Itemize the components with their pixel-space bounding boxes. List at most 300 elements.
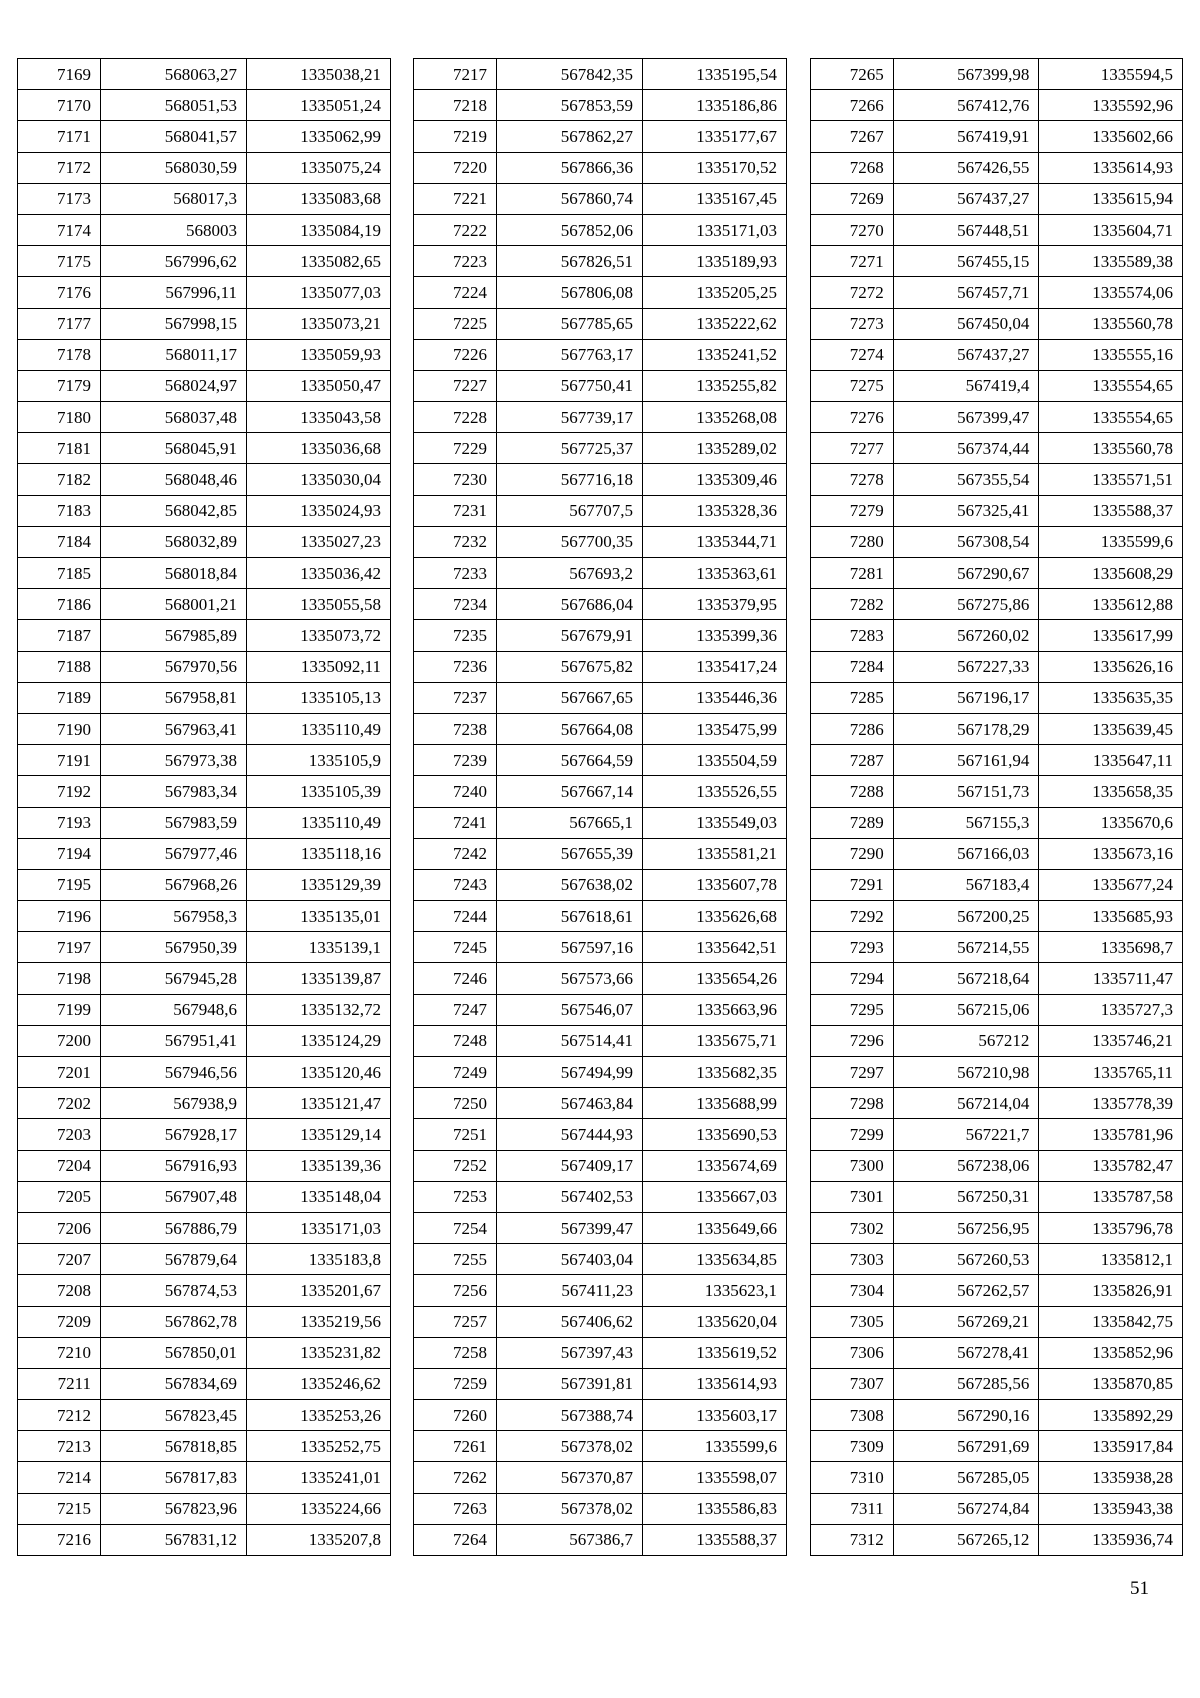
point-number-cell: 7251 — [414, 1119, 497, 1150]
table-row — [18, 121, 391, 152]
table-row — [414, 1368, 787, 1399]
point-number-cell: 7271 — [811, 246, 894, 277]
y-coordinate-cell: 1335036,68 — [247, 433, 391, 464]
point-number-cell: 7250 — [414, 1088, 497, 1119]
table-row — [18, 932, 391, 963]
table-row — [811, 152, 1183, 183]
x-coordinate-cell: 567215,06 — [893, 994, 1039, 1025]
y-coordinate-cell: 1335936,74 — [1039, 1524, 1183, 1555]
x-coordinate-cell: 567399,47 — [497, 1212, 643, 1243]
point-number-cell: 7183 — [18, 495, 101, 526]
x-coordinate-cell: 567700,35 — [497, 526, 643, 557]
point-number-cell: 7198 — [18, 963, 101, 994]
y-coordinate-cell: 1335246,62 — [247, 1368, 391, 1399]
point-number-cell: 7289 — [811, 807, 894, 838]
x-coordinate-cell: 567983,59 — [101, 807, 247, 838]
table-row — [811, 1057, 1183, 1088]
table-row — [414, 1337, 787, 1368]
x-coordinate-cell: 567238,06 — [893, 1150, 1039, 1181]
table-row — [414, 308, 787, 339]
x-coordinate-cell: 567950,39 — [101, 932, 247, 963]
y-coordinate-cell: 1335698,7 — [1039, 932, 1183, 963]
y-coordinate-cell: 1335082,65 — [247, 246, 391, 277]
point-number-cell: 7258 — [414, 1337, 497, 1368]
table-row — [414, 464, 787, 495]
table-row — [414, 121, 787, 152]
x-coordinate-cell: 567200,25 — [893, 901, 1039, 932]
point-number-cell: 7221 — [414, 183, 497, 214]
x-coordinate-cell: 567958,81 — [101, 682, 247, 713]
table-row — [18, 402, 391, 433]
table-row — [811, 838, 1183, 869]
point-number-cell: 7195 — [18, 869, 101, 900]
point-number-cell: 7208 — [18, 1275, 101, 1306]
y-coordinate-cell: 1335852,96 — [1039, 1337, 1183, 1368]
x-coordinate-cell: 567391,81 — [497, 1368, 643, 1399]
y-coordinate-cell: 1335639,45 — [1039, 713, 1183, 744]
x-coordinate-cell: 568024,97 — [101, 370, 247, 401]
x-coordinate-cell: 567983,34 — [101, 776, 247, 807]
point-number-cell: 7230 — [414, 464, 497, 495]
y-coordinate-cell: 1335682,35 — [643, 1057, 787, 1088]
table-row — [414, 963, 787, 994]
point-number-cell: 7239 — [414, 745, 497, 776]
point-number-cell: 7257 — [414, 1306, 497, 1337]
x-coordinate-cell: 567455,15 — [893, 246, 1039, 277]
table-row — [414, 1025, 787, 1056]
table-row — [414, 183, 787, 214]
x-coordinate-cell: 567667,14 — [497, 776, 643, 807]
x-coordinate-cell: 567227,33 — [893, 651, 1039, 682]
table-row — [811, 90, 1183, 121]
table-row — [811, 1400, 1183, 1431]
x-coordinate-cell: 567437,27 — [893, 183, 1039, 214]
point-number-cell: 7300 — [811, 1150, 894, 1181]
x-coordinate-cell: 567275,86 — [893, 589, 1039, 620]
table-row — [811, 308, 1183, 339]
x-coordinate-cell: 567214,04 — [893, 1088, 1039, 1119]
y-coordinate-cell: 1335255,82 — [643, 370, 787, 401]
table-row — [18, 1368, 391, 1399]
point-number-cell: 7236 — [414, 651, 497, 682]
x-coordinate-cell: 568048,46 — [101, 464, 247, 495]
table-row — [18, 1119, 391, 1150]
point-number-cell: 7228 — [414, 402, 497, 433]
y-coordinate-cell: 1335201,67 — [247, 1275, 391, 1306]
point-number-cell: 7248 — [414, 1025, 497, 1056]
table-row — [414, 1181, 787, 1212]
table-row — [18, 589, 391, 620]
x-coordinate-cell: 567274,84 — [893, 1493, 1039, 1524]
table-row — [414, 1088, 787, 1119]
point-number-cell: 7175 — [18, 246, 101, 277]
point-number-cell: 7219 — [414, 121, 497, 152]
x-coordinate-cell: 567618,61 — [497, 901, 643, 932]
table-row — [414, 1057, 787, 1088]
point-number-cell: 7278 — [811, 464, 894, 495]
x-coordinate-cell: 567886,79 — [101, 1212, 247, 1243]
y-coordinate-cell: 1335129,39 — [247, 869, 391, 900]
x-coordinate-cell: 567378,02 — [497, 1493, 643, 1524]
y-coordinate-cell: 1335592,96 — [1039, 90, 1183, 121]
point-number-cell: 7176 — [18, 277, 101, 308]
point-number-cell: 7173 — [18, 183, 101, 214]
table-row — [811, 464, 1183, 495]
table-row — [811, 59, 1183, 90]
table-row — [811, 994, 1183, 1025]
point-number-cell: 7201 — [18, 1057, 101, 1088]
x-coordinate-cell: 567388,74 — [497, 1400, 643, 1431]
table-row — [811, 1462, 1183, 1493]
table-row — [18, 901, 391, 932]
table-row — [18, 495, 391, 526]
x-coordinate-cell: 567945,28 — [101, 963, 247, 994]
table-row — [811, 1431, 1183, 1462]
table-row — [414, 1524, 787, 1555]
x-coordinate-cell: 567946,56 — [101, 1057, 247, 1088]
x-coordinate-cell: 567725,37 — [497, 433, 643, 464]
y-coordinate-cell: 1335043,58 — [247, 402, 391, 433]
y-coordinate-cell: 1335602,66 — [1039, 121, 1183, 152]
point-number-cell: 7294 — [811, 963, 894, 994]
table-row — [18, 90, 391, 121]
y-coordinate-cell: 1335241,52 — [643, 339, 787, 370]
point-number-cell: 7308 — [811, 1400, 894, 1431]
table-row — [18, 59, 391, 90]
table-row — [811, 1244, 1183, 1275]
table-row — [18, 1431, 391, 1462]
y-coordinate-cell: 1335677,24 — [1039, 869, 1183, 900]
y-coordinate-cell: 1335073,72 — [247, 620, 391, 651]
y-coordinate-cell: 1335870,85 — [1039, 1368, 1183, 1399]
y-coordinate-cell: 1335309,46 — [643, 464, 787, 495]
table-row — [811, 776, 1183, 807]
y-coordinate-cell: 1335603,17 — [643, 1400, 787, 1431]
x-coordinate-cell: 567655,39 — [497, 838, 643, 869]
table-row — [414, 1119, 787, 1150]
x-coordinate-cell: 567403,04 — [497, 1244, 643, 1275]
point-number-cell: 7256 — [414, 1275, 497, 1306]
table-row — [18, 807, 391, 838]
x-coordinate-cell: 568011,17 — [101, 339, 247, 370]
y-coordinate-cell: 1335024,93 — [247, 495, 391, 526]
point-number-cell: 7305 — [811, 1306, 894, 1337]
table-row — [18, 1057, 391, 1088]
x-coordinate-cell: 567426,55 — [893, 152, 1039, 183]
x-coordinate-cell: 567739,17 — [497, 402, 643, 433]
y-coordinate-cell: 1335560,78 — [1039, 433, 1183, 464]
x-coordinate-cell: 567963,41 — [101, 713, 247, 744]
y-coordinate-cell: 1335195,54 — [643, 59, 787, 90]
y-coordinate-cell: 1335050,47 — [247, 370, 391, 401]
point-number-cell: 7177 — [18, 308, 101, 339]
table-row — [414, 682, 787, 713]
point-number-cell: 7311 — [811, 1493, 894, 1524]
x-coordinate-cell: 567212 — [893, 1025, 1039, 1056]
table-row — [811, 745, 1183, 776]
point-number-cell: 7304 — [811, 1275, 894, 1306]
page-number: 51 — [1130, 1578, 1149, 1599]
point-number-cell: 7200 — [18, 1025, 101, 1056]
table-row — [414, 1150, 787, 1181]
x-coordinate-cell: 567290,67 — [893, 558, 1039, 589]
y-coordinate-cell: 1335062,99 — [247, 121, 391, 152]
point-number-cell: 7203 — [18, 1119, 101, 1150]
table-row — [414, 1493, 787, 1524]
y-coordinate-cell: 1335554,65 — [1039, 402, 1183, 433]
point-number-cell: 7272 — [811, 277, 894, 308]
y-coordinate-cell: 1335663,96 — [643, 994, 787, 1025]
table-row — [811, 183, 1183, 214]
x-coordinate-cell: 567250,31 — [893, 1181, 1039, 1212]
point-number-cell: 7306 — [811, 1337, 894, 1368]
point-number-cell: 7215 — [18, 1493, 101, 1524]
table-row — [811, 682, 1183, 713]
point-number-cell: 7223 — [414, 246, 497, 277]
x-coordinate-cell: 567419,4 — [893, 370, 1039, 401]
y-coordinate-cell: 1335105,39 — [247, 776, 391, 807]
y-coordinate-cell: 1335059,93 — [247, 339, 391, 370]
coordinate-table-2 — [413, 58, 787, 1556]
point-number-cell: 7190 — [18, 713, 101, 744]
y-coordinate-cell: 1335092,11 — [247, 651, 391, 682]
y-coordinate-cell: 1335746,21 — [1039, 1025, 1183, 1056]
x-coordinate-cell: 567308,54 — [893, 526, 1039, 557]
y-coordinate-cell: 1335110,49 — [247, 807, 391, 838]
point-number-cell: 7284 — [811, 651, 894, 682]
point-number-cell: 7275 — [811, 370, 894, 401]
point-number-cell: 7225 — [414, 308, 497, 339]
point-number-cell: 7214 — [18, 1462, 101, 1493]
x-coordinate-cell: 567406,62 — [497, 1306, 643, 1337]
y-coordinate-cell: 1335135,01 — [247, 901, 391, 932]
y-coordinate-cell: 1335826,91 — [1039, 1275, 1183, 1306]
point-number-cell: 7277 — [811, 433, 894, 464]
x-coordinate-cell: 567985,89 — [101, 620, 247, 651]
point-number-cell: 7254 — [414, 1212, 497, 1243]
table-row — [811, 370, 1183, 401]
x-coordinate-cell: 567378,02 — [497, 1431, 643, 1462]
x-coordinate-cell: 567444,93 — [497, 1119, 643, 1150]
y-coordinate-cell: 1335148,04 — [247, 1181, 391, 1212]
x-coordinate-cell: 567693,2 — [497, 558, 643, 589]
point-number-cell: 7206 — [18, 1212, 101, 1243]
x-coordinate-cell: 567852,06 — [497, 214, 643, 245]
x-coordinate-cell: 567842,35 — [497, 59, 643, 90]
y-coordinate-cell: 1335224,66 — [247, 1493, 391, 1524]
x-coordinate-cell: 567437,27 — [893, 339, 1039, 370]
x-coordinate-cell: 567260,02 — [893, 620, 1039, 651]
table-row — [18, 1275, 391, 1306]
y-coordinate-cell: 1335555,16 — [1039, 339, 1183, 370]
x-coordinate-cell: 567817,83 — [101, 1462, 247, 1493]
y-coordinate-cell: 1335619,52 — [643, 1337, 787, 1368]
table-row — [811, 589, 1183, 620]
point-number-cell: 7303 — [811, 1244, 894, 1275]
point-number-cell: 7226 — [414, 339, 497, 370]
point-number-cell: 7192 — [18, 776, 101, 807]
table-row — [414, 1244, 787, 1275]
point-number-cell: 7171 — [18, 121, 101, 152]
coordinate-table-body — [18, 59, 391, 1556]
y-coordinate-cell: 1335549,03 — [643, 807, 787, 838]
table-row — [18, 745, 391, 776]
point-number-cell: 7291 — [811, 869, 894, 900]
x-coordinate-cell: 568017,3 — [101, 183, 247, 214]
point-number-cell: 7276 — [811, 402, 894, 433]
y-coordinate-cell: 1335077,03 — [247, 277, 391, 308]
coordinate-table-3 — [810, 58, 1183, 1556]
point-number-cell: 7253 — [414, 1181, 497, 1212]
x-coordinate-cell: 567916,93 — [101, 1150, 247, 1181]
table-row — [18, 1524, 391, 1555]
x-coordinate-cell: 567996,11 — [101, 277, 247, 308]
y-coordinate-cell: 1335526,55 — [643, 776, 787, 807]
table-row — [414, 1275, 787, 1306]
point-number-cell: 7299 — [811, 1119, 894, 1150]
point-number-cell: 7194 — [18, 838, 101, 869]
coordinate-table-1 — [17, 58, 391, 1556]
x-coordinate-cell: 567262,57 — [893, 1275, 1039, 1306]
y-coordinate-cell: 1335608,29 — [1039, 558, 1183, 589]
x-coordinate-cell: 567402,53 — [497, 1181, 643, 1212]
y-coordinate-cell: 1335120,46 — [247, 1057, 391, 1088]
y-coordinate-cell: 1335938,28 — [1039, 1462, 1183, 1493]
table-row — [811, 526, 1183, 557]
x-coordinate-cell: 567860,74 — [497, 183, 643, 214]
point-number-cell: 7266 — [811, 90, 894, 121]
x-coordinate-cell: 567977,46 — [101, 838, 247, 869]
point-number-cell: 7238 — [414, 713, 497, 744]
point-number-cell: 7288 — [811, 776, 894, 807]
point-number-cell: 7170 — [18, 90, 101, 121]
point-number-cell: 7263 — [414, 1493, 497, 1524]
x-coordinate-cell: 567285,05 — [893, 1462, 1039, 1493]
point-number-cell: 7301 — [811, 1181, 894, 1212]
coordinate-table-body — [414, 59, 787, 1556]
y-coordinate-cell: 1335943,38 — [1039, 1493, 1183, 1524]
table-row — [18, 1212, 391, 1243]
point-number-cell: 7222 — [414, 214, 497, 245]
y-coordinate-cell: 1335554,65 — [1039, 370, 1183, 401]
y-coordinate-cell: 1335205,25 — [643, 277, 787, 308]
y-coordinate-cell: 1335083,68 — [247, 183, 391, 214]
table-row — [18, 464, 391, 495]
table-row — [18, 183, 391, 214]
x-coordinate-cell: 567325,41 — [893, 495, 1039, 526]
x-coordinate-cell: 567399,98 — [893, 59, 1039, 90]
point-number-cell: 7246 — [414, 963, 497, 994]
x-coordinate-cell: 567546,07 — [497, 994, 643, 1025]
table-row — [414, 932, 787, 963]
y-coordinate-cell: 1335586,83 — [643, 1493, 787, 1524]
y-coordinate-cell: 1335139,36 — [247, 1150, 391, 1181]
table-row — [811, 620, 1183, 651]
x-coordinate-cell: 567221,7 — [893, 1119, 1039, 1150]
table-row — [414, 402, 787, 433]
point-number-cell: 7207 — [18, 1244, 101, 1275]
table-row — [414, 807, 787, 838]
table-row — [18, 308, 391, 339]
table-row — [414, 59, 787, 90]
y-coordinate-cell: 1335177,67 — [643, 121, 787, 152]
x-coordinate-cell: 567155,3 — [893, 807, 1039, 838]
table-row — [811, 402, 1183, 433]
table-row — [18, 558, 391, 589]
table-row — [414, 1462, 787, 1493]
point-number-cell: 7243 — [414, 869, 497, 900]
point-number-cell: 7241 — [414, 807, 497, 838]
table-row — [811, 1150, 1183, 1181]
x-coordinate-cell: 567291,69 — [893, 1431, 1039, 1462]
y-coordinate-cell: 1335782,47 — [1039, 1150, 1183, 1181]
x-coordinate-cell: 568051,53 — [101, 90, 247, 121]
table-row — [18, 1025, 391, 1056]
y-coordinate-cell: 1335207,8 — [247, 1524, 391, 1555]
point-number-cell: 7185 — [18, 558, 101, 589]
y-coordinate-cell: 1335167,45 — [643, 183, 787, 214]
table-row — [811, 1275, 1183, 1306]
point-number-cell: 7264 — [414, 1524, 497, 1555]
y-coordinate-cell: 1335124,29 — [247, 1025, 391, 1056]
x-coordinate-cell: 567151,73 — [893, 776, 1039, 807]
y-coordinate-cell: 1335796,78 — [1039, 1212, 1183, 1243]
x-coordinate-cell: 567998,15 — [101, 308, 247, 339]
x-coordinate-cell: 567948,6 — [101, 994, 247, 1025]
table-row — [18, 994, 391, 1025]
y-coordinate-cell: 1335268,08 — [643, 402, 787, 433]
y-coordinate-cell: 1335598,07 — [643, 1462, 787, 1493]
y-coordinate-cell: 1335667,03 — [643, 1181, 787, 1212]
point-number-cell: 7205 — [18, 1181, 101, 1212]
point-number-cell: 7295 — [811, 994, 894, 1025]
table-row — [414, 246, 787, 277]
table-row — [18, 152, 391, 183]
table-row — [18, 776, 391, 807]
y-coordinate-cell: 1335475,99 — [643, 713, 787, 744]
x-coordinate-cell: 567370,87 — [497, 1462, 643, 1493]
y-coordinate-cell: 1335674,69 — [643, 1150, 787, 1181]
table-row — [18, 370, 391, 401]
x-coordinate-cell: 567265,12 — [893, 1524, 1039, 1555]
y-coordinate-cell: 1335110,49 — [247, 713, 391, 744]
y-coordinate-cell: 1335105,13 — [247, 682, 391, 713]
table-row — [414, 776, 787, 807]
table-row — [18, 433, 391, 464]
table-row — [18, 620, 391, 651]
table-row — [414, 901, 787, 932]
y-coordinate-cell: 1335027,23 — [247, 526, 391, 557]
x-coordinate-cell: 567862,78 — [101, 1306, 247, 1337]
y-coordinate-cell: 1335571,51 — [1039, 464, 1183, 495]
point-number-cell: 7217 — [414, 59, 497, 90]
y-coordinate-cell: 1335812,1 — [1039, 1244, 1183, 1275]
x-coordinate-cell: 568032,89 — [101, 526, 247, 557]
table-row — [811, 807, 1183, 838]
x-coordinate-cell: 567973,38 — [101, 745, 247, 776]
point-number-cell: 7197 — [18, 932, 101, 963]
table-row — [18, 1150, 391, 1181]
table-row — [414, 277, 787, 308]
x-coordinate-cell: 567996,62 — [101, 246, 247, 277]
point-number-cell: 7249 — [414, 1057, 497, 1088]
y-coordinate-cell: 1335673,16 — [1039, 838, 1183, 869]
x-coordinate-cell: 567178,29 — [893, 713, 1039, 744]
point-number-cell: 7293 — [811, 932, 894, 963]
y-coordinate-cell: 1335139,87 — [247, 963, 391, 994]
table-row — [811, 1306, 1183, 1337]
point-number-cell: 7188 — [18, 651, 101, 682]
